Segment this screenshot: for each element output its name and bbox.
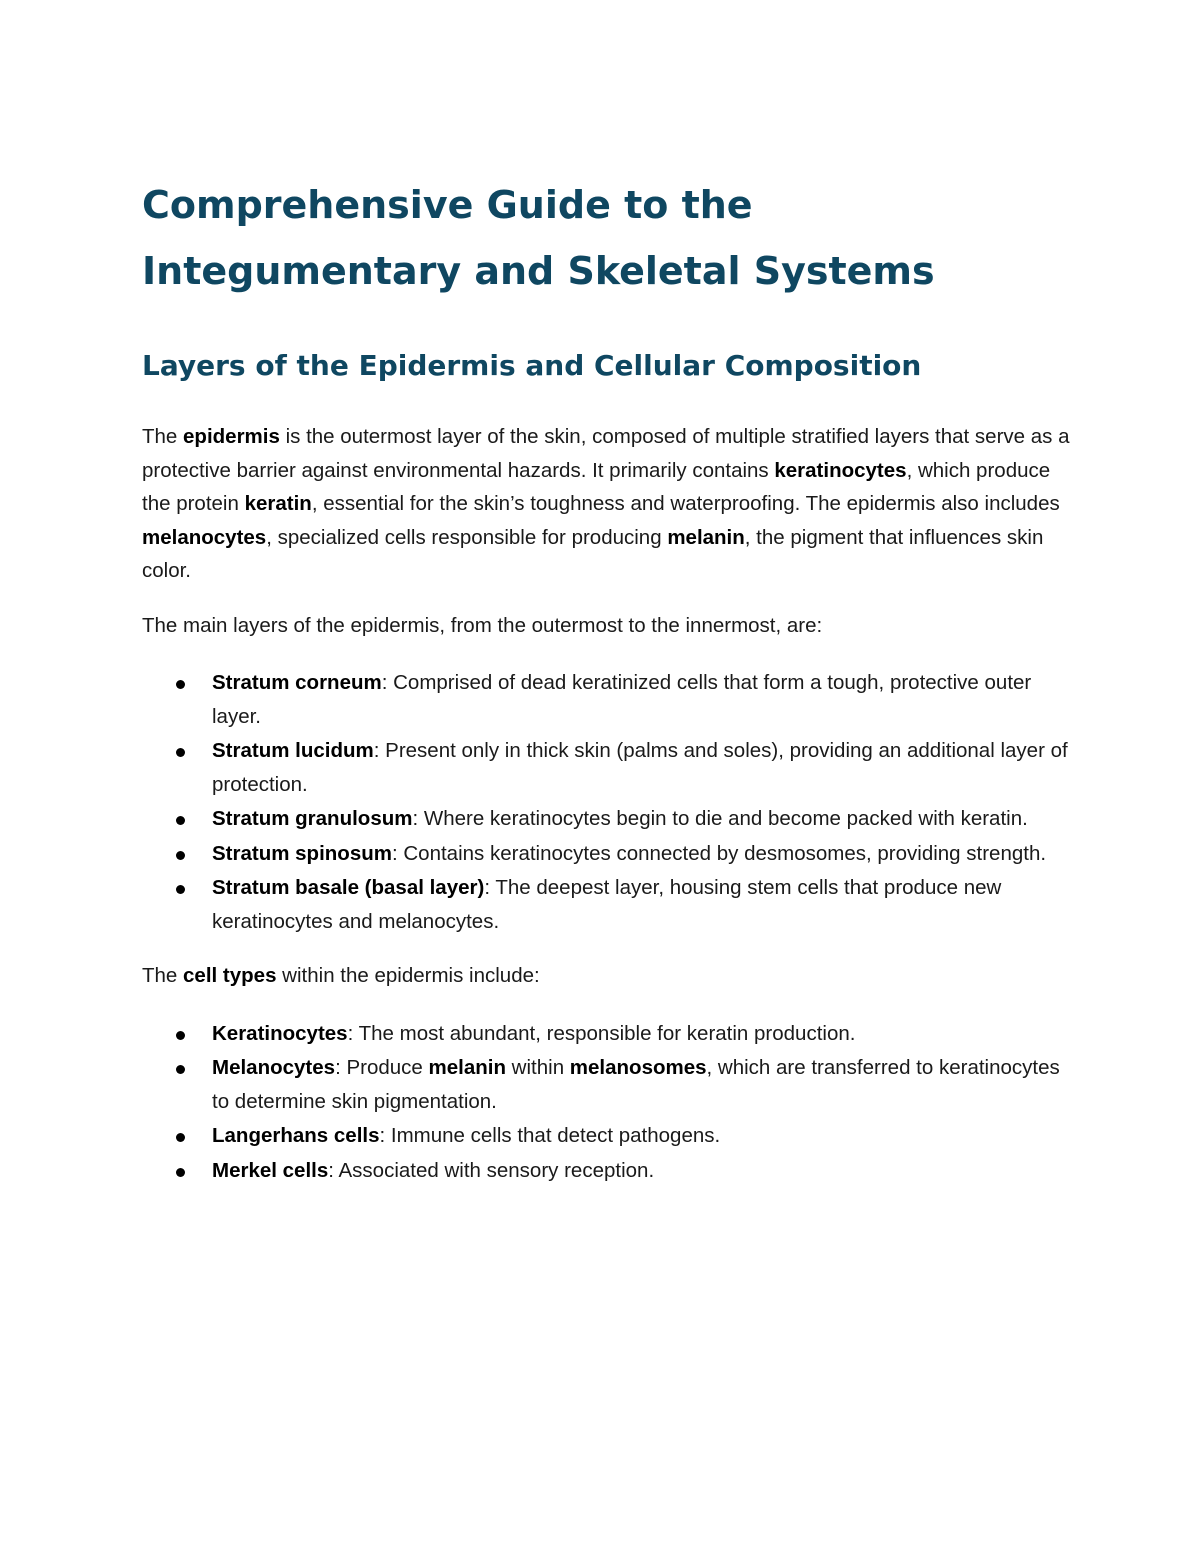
bullet-icon	[176, 680, 185, 689]
cell-types-list	[142, 1017, 1072, 1188]
list-item-desc: : Associated with sensory reception.	[328, 1158, 655, 1182]
list-item	[212, 871, 1072, 938]
bullet-icon	[176, 748, 185, 757]
cells-lead-text: within the epidermis include:	[276, 964, 540, 987]
list-item-term: Stratum spinosum	[212, 841, 392, 865]
intro-bold-term: epidermis	[183, 425, 280, 448]
document-title: Comprehensive Guide to the Integumentary and Skeletal Systems	[142, 183, 935, 293]
list-item-term: Stratum basale (basal layer)	[212, 876, 485, 899]
intro-bold-term: keratin	[244, 492, 312, 515]
list-item-term: Stratum corneum	[212, 671, 382, 694]
intro-paragraph	[142, 420, 1072, 588]
list-item-bold: melanosomes	[569, 1056, 707, 1079]
document-page	[142, 172, 1072, 1188]
list-item-desc: : Where keratinocytes begin to die and become packed with keratin.	[412, 807, 1028, 830]
list-item-term: Stratum granulosum	[212, 807, 413, 830]
list-item-desc: : The most abundant, responsible for keratin production.	[347, 1021, 856, 1045]
cells-lead-paragraph	[142, 959, 1072, 993]
list-item	[212, 802, 1072, 836]
list-item	[212, 1051, 1072, 1118]
layers-lead-paragraph: The main layers of the epidermis, from the outermost to the innermost, are:	[142, 613, 823, 637]
list-item	[212, 666, 1072, 733]
bullet-icon	[176, 1065, 185, 1074]
list-item-bold: melanin	[428, 1056, 506, 1079]
intro-text: , essential for the skin’s toughness and waterproofing. The epidermis also includes	[311, 492, 1060, 515]
list-item-desc: : Present only in thick skin (palms and soles), providing an additional layer of protection.	[212, 739, 1068, 796]
bullet-icon	[176, 885, 185, 894]
intro-bold-term: melanin	[667, 525, 745, 549]
list-item-term: Keratinocytes	[212, 1021, 348, 1045]
intro-bold-term: keratinocytes	[774, 458, 907, 482]
list-item	[212, 734, 1072, 801]
intro-text: , specialized cells responsible for producing	[266, 525, 668, 549]
bullet-icon	[176, 1133, 185, 1142]
list-item-term: Merkel cells	[212, 1158, 329, 1182]
list-item-desc: : The deepest layer, housing stem cells that produce new keratinocytes and melanocytes.	[212, 876, 1002, 933]
list-item-term: Stratum lucidum	[212, 739, 374, 762]
list-item-desc: , which are transferred to keratinocytes to determine skin pigmentation.	[212, 1056, 1060, 1113]
list-item-desc: within	[505, 1056, 570, 1079]
bullet-icon	[176, 1168, 185, 1177]
cells-lead-bold: cell types	[183, 964, 277, 987]
list-item-desc: : Contains keratinocytes connected by desmosomes, providing strength.	[391, 841, 1047, 865]
list-item-desc: : Produce	[335, 1056, 429, 1079]
list-item-desc: : Immune cells that detect pathogens.	[379, 1124, 721, 1147]
bullet-icon	[176, 1031, 185, 1040]
intro-bold-term: melanocytes	[142, 525, 267, 549]
intro-text: , which produce the protein	[142, 458, 1051, 515]
list-item	[212, 837, 1072, 871]
list-item	[212, 1154, 1072, 1188]
list-item	[212, 1017, 1072, 1051]
intro-text: The	[142, 425, 184, 448]
list-item-desc: : Comprised of dead keratinized cells that form a tough, protective outer layer.	[212, 671, 1032, 728]
cells-lead-text: The	[142, 964, 184, 987]
intro-text: is the outermost layer of the skin, composed of multiple stratified layers that serve as a protective barrier against environmental hazards. It primarily contains	[142, 425, 1070, 482]
list-item-term: Langerhans cells	[212, 1124, 380, 1147]
bullet-icon	[176, 816, 185, 825]
list-item	[212, 1119, 1072, 1153]
section-heading: Layers of the Epidermis and Cellular Composition	[142, 349, 922, 382]
intro-text: , the pigment that influences skin color.	[142, 525, 1044, 582]
epidermis-layers-list	[142, 666, 1072, 938]
list-item-term: Melanocytes	[212, 1056, 336, 1079]
bullet-icon	[176, 851, 185, 860]
